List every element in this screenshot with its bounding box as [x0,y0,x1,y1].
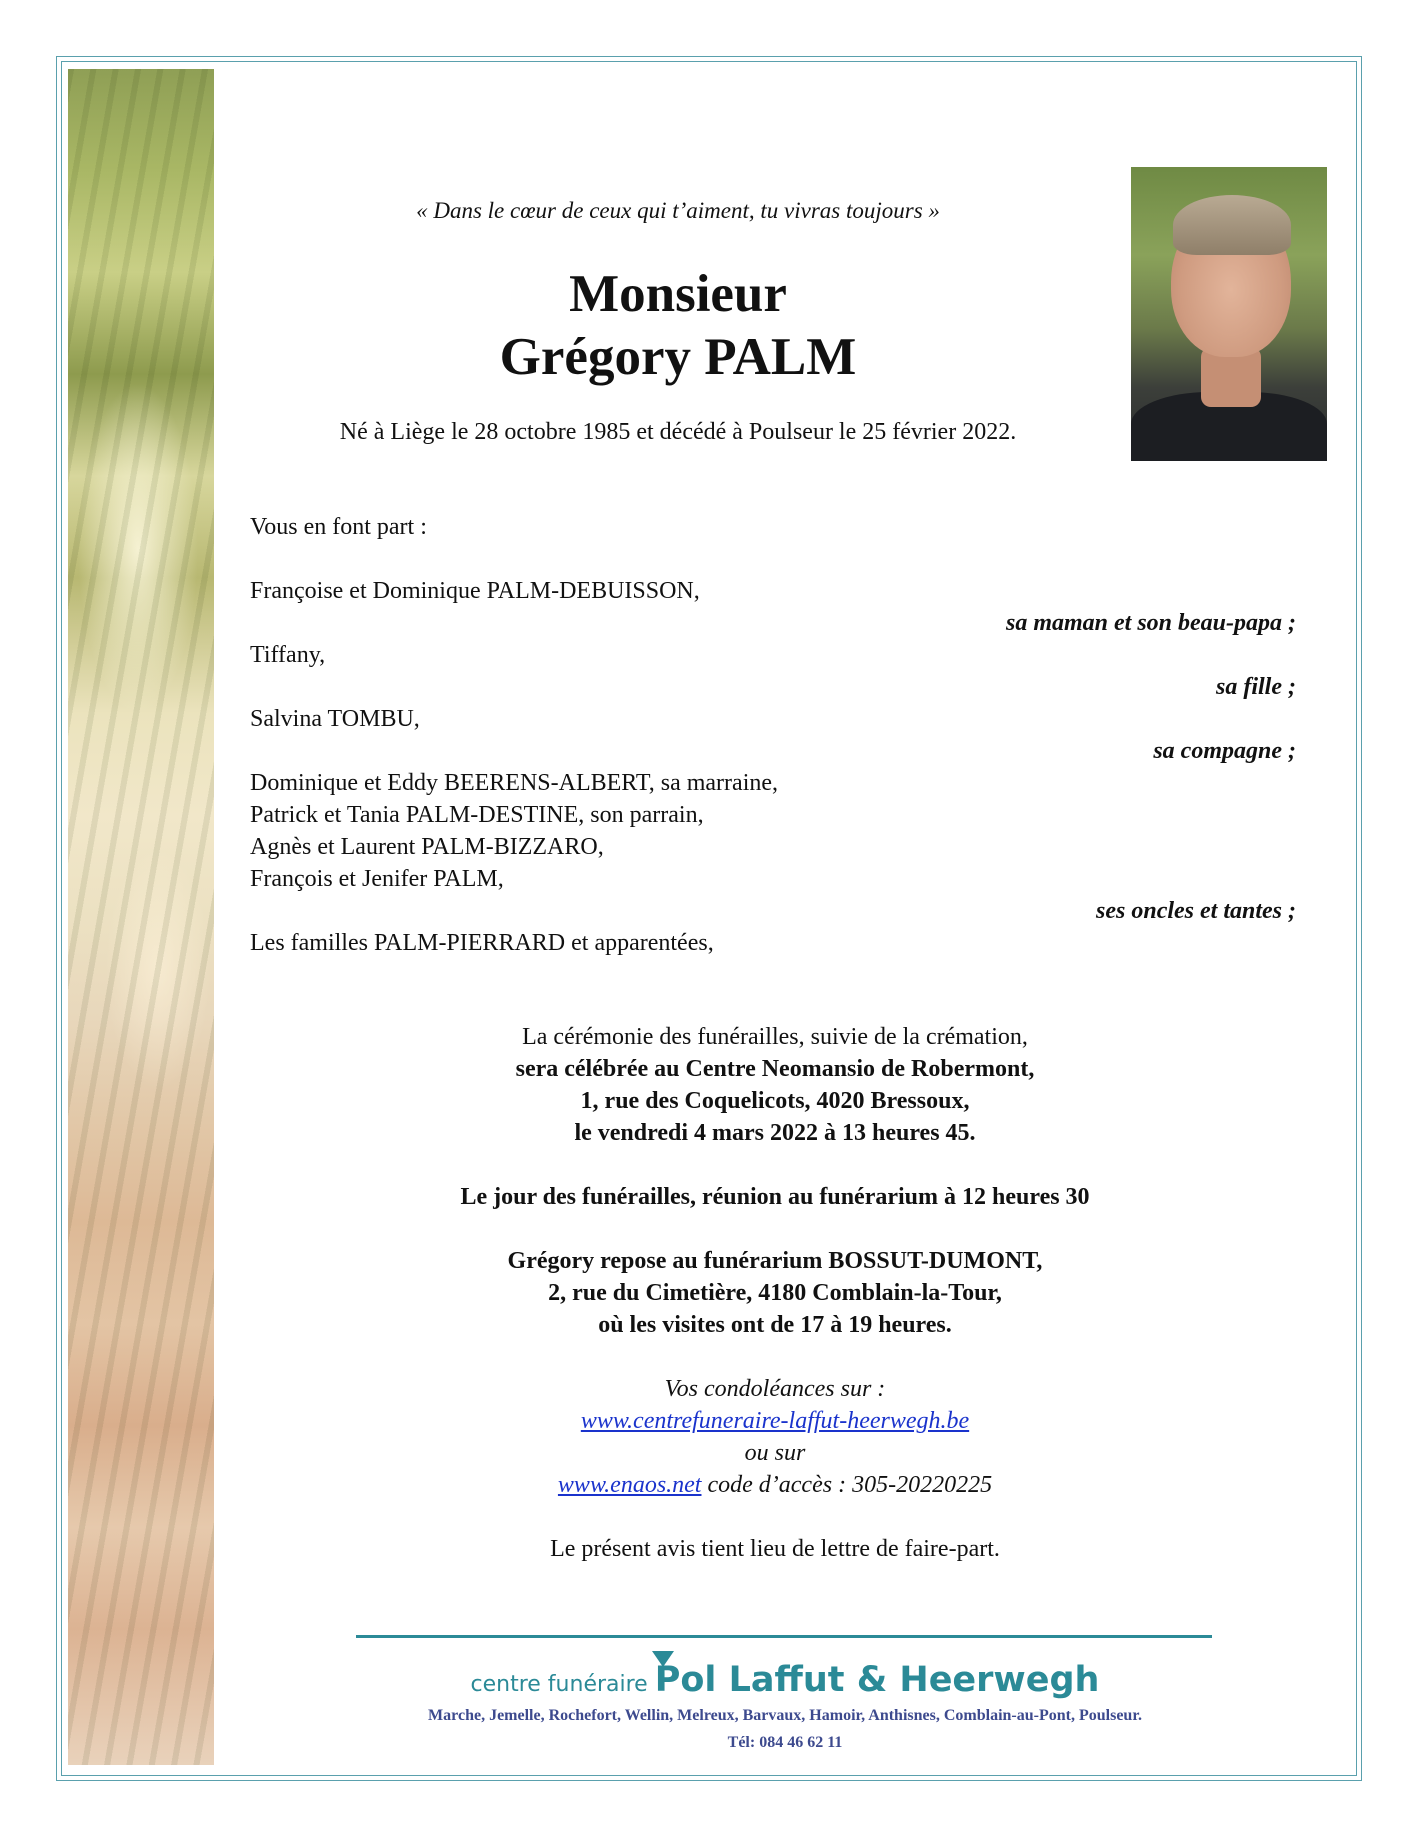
family-relation: sa fille ; [1216,674,1296,700]
access-code: code d’accès : 305-20220225 [701,1472,993,1498]
reunion-line: Le jour des funérailles, réunion au funérarium à 12 heures 30 [460,1184,1090,1210]
family-relation: sa compagne ; [1153,738,1296,764]
condolences-enaos-row [250,1472,1300,1499]
uncle-line: Dominique et Eddy BEERENS-ALBERT, sa marraine, [250,770,779,796]
condolences-link-primary[interactable]: www.centrefuneraire-laffut-heerwegh.be [580,1408,970,1434]
footer-locations: Marche, Jemelle, Rochefort, Wellin, Melreux, Barvaux, Hamoir, Anthisnes, Comblain-au-Pont, Poulseur. [428,1707,1142,1724]
condolences-link-row [250,1408,1300,1435]
footer-rule [356,1635,1212,1638]
family-name: Françoise et Dominique PALM-DEBUISSON, [250,578,700,604]
family-name: Tiffany, [250,642,326,668]
forest-path-image [68,69,214,1765]
title-name: Grégory PALM [499,328,857,386]
portrait-photo [1131,167,1327,461]
funeral-home-logo [214,1660,1356,1700]
uncle-line: François et Jenifer PALM, [250,866,504,892]
uncle-line: Patrick et Tania PALM-DESTINE, son parrain, [250,802,704,828]
condolences-or: ou sur [744,1440,806,1466]
photo-hair [1173,195,1291,255]
title-honorific: Monsieur [569,265,787,323]
birth-death-dates: Né à Liège le 28 octobre 1985 et décédé à Poulseur le 25 février 2022. [339,419,1017,445]
ceremony-line: sera célébrée au Centre Neomansio de Robermont, [515,1056,1035,1082]
families-line: Les familles PALM-PIERRARD et apparentées, [250,930,714,956]
intro-line: Vous en font part : [250,514,427,540]
repose-line: 2, rue du Cimetière, 4180 Comblain-la-Tour, [548,1280,1002,1306]
ceremony-line: le vendredi 4 mars 2022 à 13 heures 45. [574,1120,976,1146]
condolences-label: Vos condoléances sur : [664,1376,886,1402]
ceremony-line: La cérémonie des funérailles, suivie de la crémation, [522,1024,1028,1050]
logo-name: Pol Laffut & Heerwegh [654,1660,1100,1700]
epitaph-quote: « Dans le cœur de ceux qui t’aiment, tu vivras toujours » [416,198,940,223]
closing-line: Le présent avis tient lieu de lettre de faire-part. [550,1536,1000,1562]
condolences-link-enaos[interactable]: www.enaos.net [557,1472,702,1498]
uncles-relation: ses oncles et tantes ; [1096,898,1296,924]
logo-prefix: centre funéraire [470,1672,655,1697]
uncle-line: Agnès et Laurent PALM-BIZZARO, [250,834,604,860]
ceremony-line: 1, rue des Coquelicots, 4020 Bressoux, [580,1088,970,1114]
footer-phone: Tél: 084 46 62 11 [727,1734,843,1751]
repose-line: où les visites ont de 17 à 19 heures. [598,1312,952,1338]
repose-line: Grégory repose au funérarium BOSSUT-DUMONT, [507,1248,1043,1274]
family-name: Salvina TOMBU, [250,706,420,732]
family-relation: sa maman et son beau-papa ; [1005,610,1296,636]
